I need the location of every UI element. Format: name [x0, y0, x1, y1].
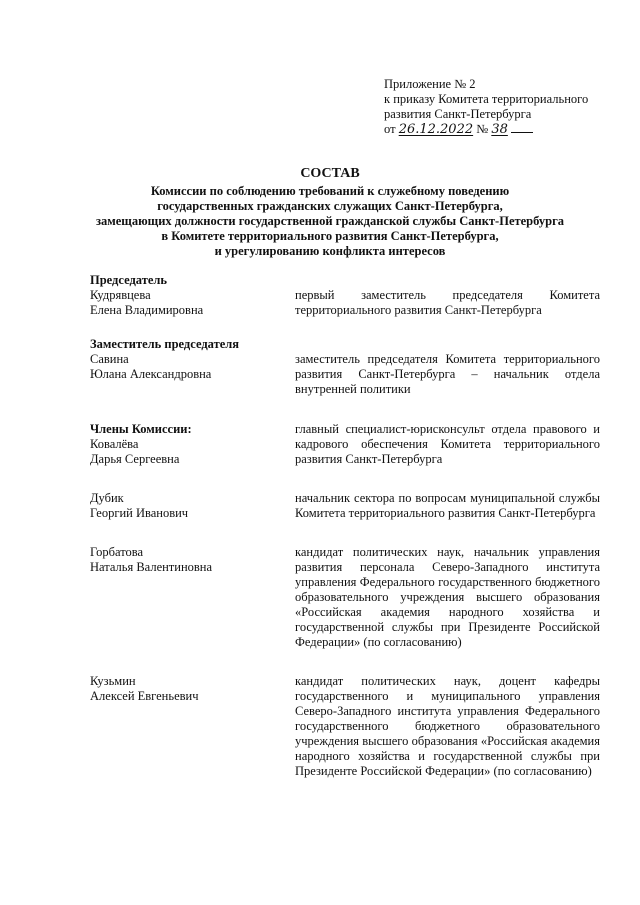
deputy-name: Юлана Александровна	[90, 367, 212, 381]
member-position: начальник сектора по вопросам муниципальной службы Комитета территориального развития Санкт-Петербурга	[295, 491, 600, 520]
title-line: в Комитете территориального развития Санкт-Петербурга,	[161, 229, 499, 243]
member-person	[90, 545, 295, 650]
chair-row	[90, 288, 600, 318]
members-section-title: Члены Комиссии:	[90, 422, 192, 436]
appendix-title: Приложение № 2	[384, 77, 476, 91]
member-position: главный специалист-юрисконсульт отдела правового и кадрового обеспечения Комитета территориального развития Санкт-Петербурга	[295, 422, 600, 466]
deputy-position: заместитель председателя Комитета территориального развития Санкт-Петербурга – начальник отдела внутренней политики	[295, 352, 600, 396]
member-row	[90, 422, 600, 467]
chair-surname: Кудрявцева	[90, 288, 151, 302]
member-row	[90, 545, 600, 650]
member-surname: Кузьмин	[90, 674, 136, 688]
deputy-surname: Савина	[90, 352, 129, 366]
member-name: Дарья Сергеевна	[90, 452, 180, 466]
deputy-row	[90, 352, 600, 397]
appendix-order-ref: к приказу Комитета территориального	[384, 92, 589, 106]
title-line: государственных гражданских служащих Санкт-Петербурга,	[157, 199, 503, 213]
handwritten-date: 26.12.2022	[398, 122, 474, 137]
number-prefix: №	[476, 122, 489, 136]
chair-person	[90, 288, 295, 318]
member-name: Наталья Валентиновна	[90, 560, 213, 574]
appendix-committee: развития Санкт-Петербурга	[384, 107, 532, 121]
number-underline	[511, 122, 533, 133]
deputy-section-title: Заместитель председателя	[90, 337, 240, 351]
member-name: Георгий Иванович	[90, 506, 189, 520]
member-person	[90, 491, 295, 521]
member-position: кандидат политических наук, начальник управления развития персонала Северо-Западного института управления Федерального государственного бюджетного образовательного учреждения высшего образования «Российская академия народного хозяйства и государственной службы при Президенте Российской Федерации» (по согласованию)	[295, 545, 600, 649]
member-surname: Горбатова	[90, 545, 144, 559]
member-surname: Дубик	[90, 491, 124, 505]
date-prefix: от	[384, 122, 396, 136]
chair-name: Елена Владимировна	[90, 303, 204, 317]
member-row	[90, 491, 600, 521]
document-title	[60, 166, 600, 259]
handwritten-number: 38	[491, 122, 508, 137]
deputy-person	[90, 352, 295, 397]
appendix-date-line	[384, 122, 614, 137]
appendix-block	[384, 77, 614, 137]
title-heading: СОСТАВ	[300, 166, 360, 181]
title-line: Комиссии по соблюдению требований к служебному поведению	[150, 184, 510, 198]
commission-members	[90, 273, 600, 779]
title-line: замещающих должности государственной гражданской службы Санкт-Петербурга	[95, 214, 565, 228]
member-position: кандидат политических наук, доцент кафедры государственного и муниципального управления Северо-Западного института управления Федерального государственного бюджетного образовательного учреждения высшего образования «Российская академия народного хозяйства и государственной службы при Президенте Российской Федерации» (по согласованию)	[295, 674, 600, 778]
member-person	[90, 422, 295, 467]
member-row	[90, 674, 600, 779]
member-person	[90, 674, 295, 779]
member-surname: Ковалёва	[90, 437, 139, 451]
member-name: Алексей Евгеньевич	[90, 689, 199, 703]
chair-position: первый заместитель председателя Комитета территориального развития Санкт-Петербурга	[295, 288, 600, 317]
title-line: и урегулированию конфликта интересов	[214, 244, 446, 258]
chair-section-title: Председатель	[90, 273, 168, 287]
